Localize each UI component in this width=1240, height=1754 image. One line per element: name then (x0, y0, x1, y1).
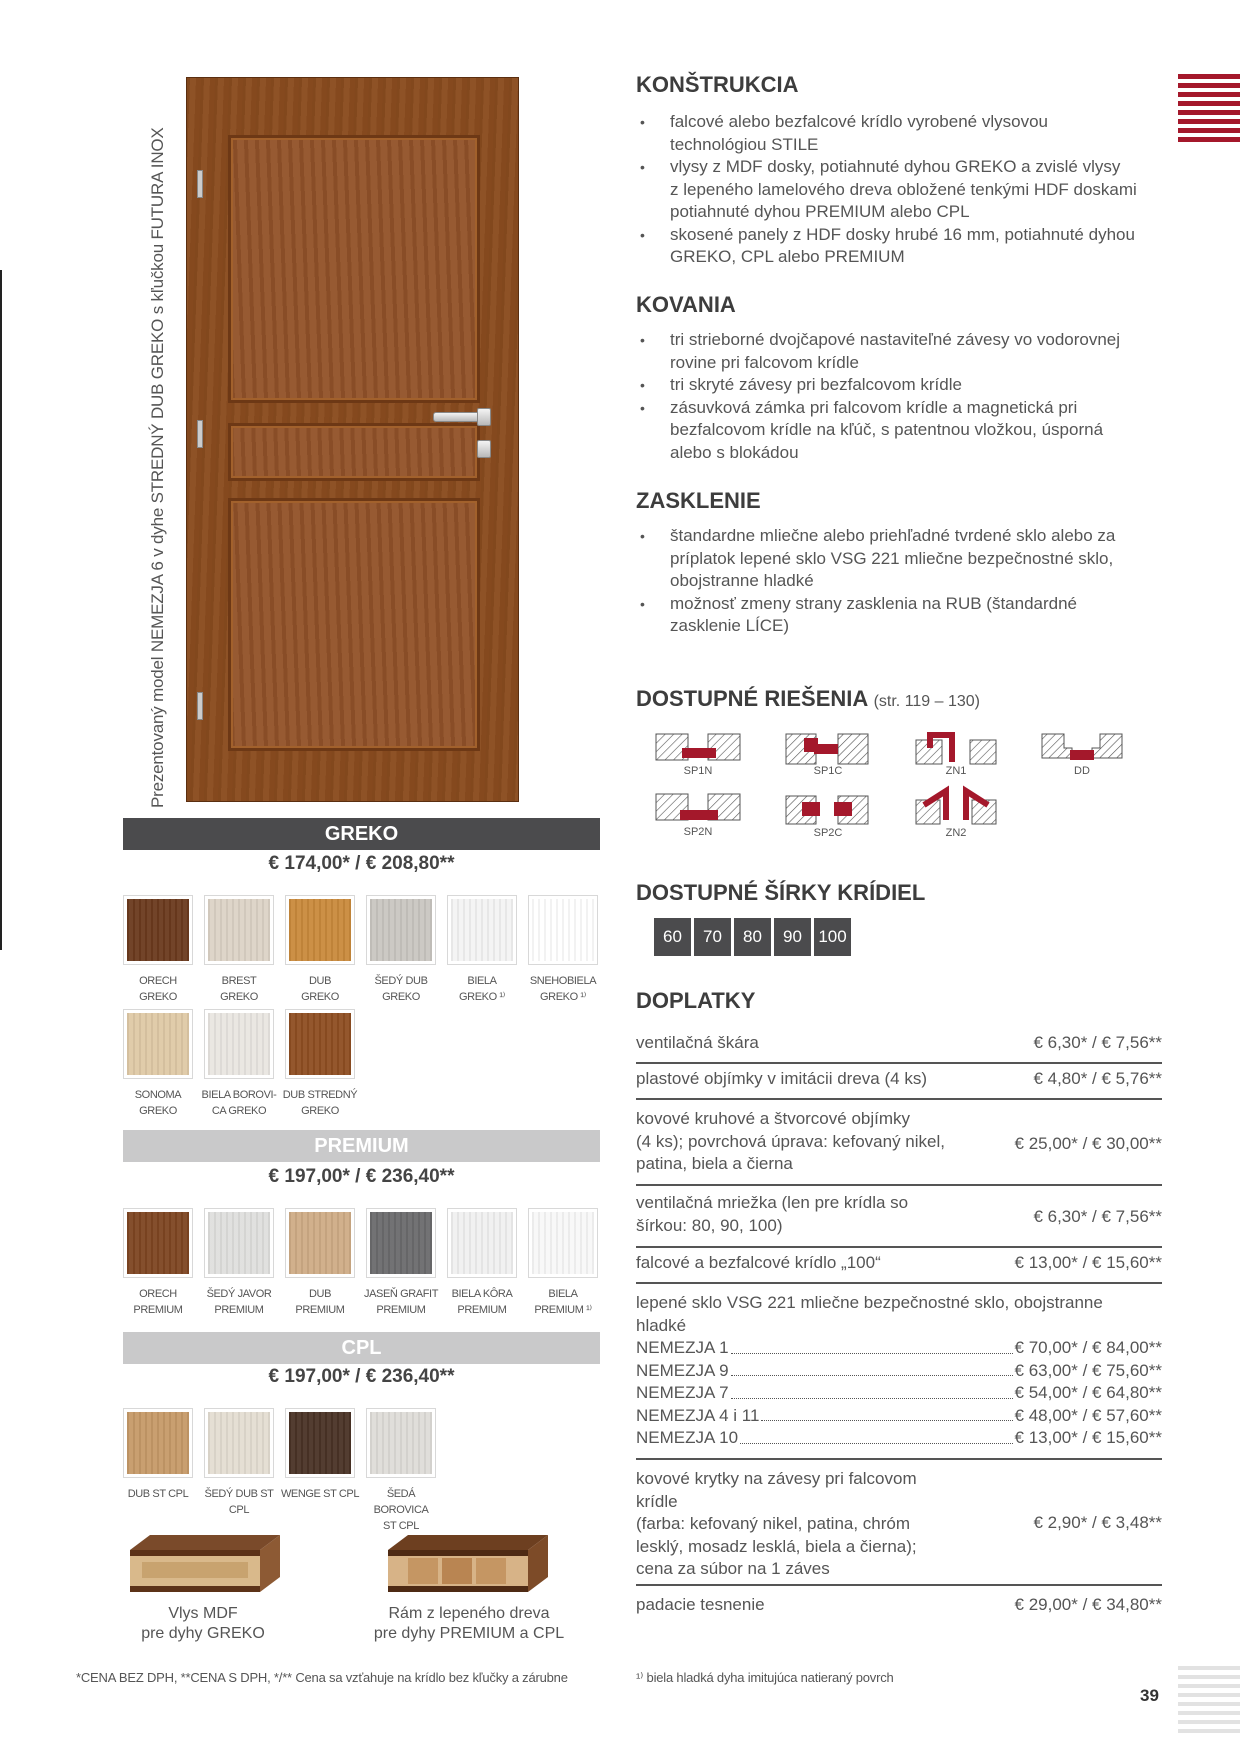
surcharge-price: € 25,00* / € 30,00** (1014, 1134, 1162, 1153)
greko-swatch (123, 1009, 193, 1079)
hinge-cover-label-line: lesklý, mosadz lesklá, biela a čierna); (636, 1536, 917, 1556)
doplatky-heading: DOPLATKY (636, 988, 756, 1013)
hinge-cover-label-line: krídle (636, 1491, 678, 1511)
swatch-color (127, 1013, 189, 1075)
bullet-line: technológiou STILE (670, 134, 819, 154)
red-stripe (1178, 128, 1240, 133)
door-caption: Prezentovaný model NEMEZJA 6 v dyhe STREDNÝ DUB GREKO s kľučkou FUTURA INOX (148, 127, 167, 808)
riesenia-diagrams (652, 730, 1152, 845)
swatch-color (532, 1212, 594, 1274)
premium-swatch (366, 1208, 436, 1278)
width-option-60: 60 (654, 918, 691, 956)
seal-row (636, 1594, 1162, 1626)
swatch-label-line2: GREKO (301, 991, 339, 1003)
cpl-swatch-label (359, 1486, 443, 1534)
swatch-label-line2: CA GREKO (211, 1105, 267, 1117)
door-panel-top (228, 135, 480, 403)
sp1c-diagram (786, 734, 868, 777)
swatch-color (451, 899, 513, 961)
hinge-cover-price: € 2,90* / € 3,48** (1033, 1513, 1162, 1532)
greko-swatch (204, 895, 274, 965)
swatch-label-line1: BIELA BOROVI- (201, 1089, 277, 1101)
premium-swatch (123, 1208, 193, 1278)
red-stripe (1178, 74, 1240, 79)
frame-profile-caption (366, 1604, 572, 1644)
zasklenie-list (636, 525, 1156, 638)
greko-swatch (528, 895, 598, 965)
frame-caption-line2: pre dyhy PREMIUM a CPL (373, 1625, 565, 1642)
mdf-caption-line1: Vlys MDF (168, 1605, 238, 1622)
hinge-cover-label-line: cena za súbor na 1 záves (636, 1559, 830, 1578)
greko-swatch (204, 1009, 274, 1079)
bullet-line: • možnosť zmeny strany zasklenia na RUB (štandardné (670, 593, 1078, 613)
width-option-80: 80 (734, 918, 771, 956)
kovania-item (636, 397, 1156, 465)
left-edge-rule (0, 270, 2, 950)
glass-model-row (636, 1360, 1162, 1383)
surcharge-label-line: falcové a bezfalcové krídlo „100“ (636, 1253, 881, 1272)
swatch-label-line1: ŠEDÝ DUB (374, 975, 428, 987)
door-panel-bottom (228, 498, 480, 751)
bullet-line: obojstranne hladké (670, 571, 814, 590)
sirky-heading: DOSTUPNÉ ŠÍRKY KRÍDIEL (636, 880, 926, 905)
hinge-cover-row (636, 1468, 1162, 1586)
cpl-bar: CPL (123, 1332, 600, 1364)
gray-stripe (1178, 1684, 1240, 1688)
red-stripe (1178, 137, 1240, 142)
zn2-diagram (916, 791, 996, 839)
gray-stripe (1178, 1666, 1240, 1670)
bullet-line: bezfalcovom krídle na kľúč, s patentnou vložkou, úsporná (670, 420, 1104, 439)
code-dd: DD (1074, 765, 1090, 777)
swatch-color (289, 1212, 351, 1274)
price-footnote: *CENA BEZ DPH, **CENA S DPH, */** Cena sa vzťahuje na krídlo bez kľučky a zárubne (76, 1670, 568, 1685)
door-rail-middle (228, 423, 480, 481)
swatch-label-line2: PREMIUM (376, 1304, 426, 1316)
swatch-color (127, 1412, 189, 1474)
swatch-label-line1: BREST (221, 975, 257, 987)
code-zn2: ZN2 (945, 827, 967, 839)
swatch-label-line1: ŠEDÁ BOROVICA (373, 1488, 429, 1516)
code-sp2c: SP2C (813, 827, 843, 839)
konstrukcia-heading: KONŠTRUKCIA (636, 72, 799, 97)
riesenia-heading (636, 686, 980, 712)
surcharge-price: € 6,30* / € 7,56** (1033, 1207, 1162, 1226)
red-stripe (1178, 92, 1240, 97)
bullet-line: z lepeného lamelového dreva obložené tenkými HDF doskami (670, 179, 1137, 199)
swatch-label-line2: PREMIUM (214, 1304, 264, 1316)
mdf-profile-image (120, 1530, 290, 1602)
swatch-label-line1: DUB STREDNÝ (282, 1089, 358, 1101)
veneer-footnote: ¹⁾ biela hladká dyha imitujúca natieraný povrch (636, 1670, 894, 1685)
swatch-label-line2: PREMIUM (295, 1304, 345, 1316)
swatch-label-line1: DUB (308, 975, 332, 987)
cpl-swatch-label (197, 1486, 281, 1518)
leader-dots (740, 1427, 1012, 1444)
gray-stripe (1178, 1729, 1240, 1733)
seal-price: € 29,00* / € 34,80** (1014, 1595, 1162, 1614)
cpl-swatch (204, 1408, 274, 1478)
glass-model-price: € 70,00* / € 84,00** (1014, 1338, 1162, 1357)
swatch-color (289, 1412, 351, 1474)
zasklenie-heading: ZASKLENIE (636, 488, 761, 513)
gray-stripe (1178, 1675, 1240, 1679)
greko-swatch-label (278, 1087, 362, 1119)
swatch-color (208, 1412, 270, 1474)
bullet-line: • vlysy z MDF dosky, potiahnuté dyhou GREKO a zvislé vlysy (670, 157, 1121, 176)
bullet-line: GREKO, CPL alebo PREMIUM (670, 247, 905, 266)
gray-stripe (1178, 1702, 1240, 1706)
swatch-label-line1: DUB ST CPL (127, 1488, 189, 1500)
premium-swatch (204, 1208, 274, 1278)
hinge-icon (197, 170, 203, 198)
gray-stripe (1178, 1711, 1240, 1715)
surcharge-label-line: plastové objímky v imitácii dreva (4 ks) (636, 1069, 927, 1088)
swatch-label-line1: DUB (308, 1288, 332, 1300)
swatch-label-line2: PREMIUM ¹⁾ (534, 1304, 592, 1316)
red-stripe (1178, 119, 1240, 124)
width-option-70: 70 (694, 918, 731, 956)
swatch-color (370, 1412, 432, 1474)
hinge-icon (197, 692, 203, 720)
premium-bar: PREMIUM (123, 1130, 600, 1162)
cpl-swatch (285, 1408, 355, 1478)
premium-swatch-label (116, 1286, 200, 1318)
bullet-line: potiahnuté dyhou PREMIUM alebo CPL (670, 202, 970, 221)
swatch-label-line1: BIELA (467, 975, 497, 987)
width-option-100: 100 (814, 918, 851, 956)
swatch-label-line1: ORECH (139, 975, 177, 987)
greko-swatch (366, 895, 436, 965)
swatch-color (532, 899, 594, 961)
surcharge-label-line: ventilačná mriežka (len pre krídla so (636, 1193, 909, 1212)
mdf-caption-line2: pre dyhy GREKO (141, 1625, 265, 1642)
swatch-label-line1: BIELA (548, 1288, 578, 1300)
kovania-item (636, 374, 1156, 397)
swatch-label-line2: GREKO (382, 991, 420, 1003)
code-sp2n: SP2N (683, 826, 713, 838)
bullet-line: • zásuvková zámka pri falcovom krídle a magnetická pri (670, 397, 1078, 417)
swatch-color (127, 899, 189, 961)
greko-swatch-label (116, 1087, 200, 1119)
greko-swatch (123, 895, 193, 965)
bullet-line: • falcové alebo bezfalcové krídlo vyrobené vlysovou (670, 112, 1048, 131)
sp2n-diagram (656, 794, 740, 838)
hinge-icon (197, 420, 203, 448)
cpl-swatch-label (116, 1486, 200, 1502)
premium-swatch-label (197, 1286, 281, 1318)
code-sp1n: SP1N (683, 765, 713, 777)
swatch-label-line2: GREKO (220, 991, 258, 1003)
leader-dots (731, 1337, 1013, 1354)
width-option-90: 90 (774, 918, 811, 956)
glass-model-row (636, 1405, 1162, 1428)
surcharge-row (636, 1068, 1162, 1100)
glass-model-name: NEMEZJA 10 (636, 1428, 739, 1447)
greko-swatch (285, 1009, 355, 1079)
konstrukcia-list (636, 111, 1156, 269)
bullet-line: • tri strieborné dvojčapové nastaviteľné závesy vo vodorovnej (670, 330, 1121, 349)
bullet-line: • štandardne mliečne alebo priehľadné tvrdené sklo alebo za (670, 526, 1116, 545)
swatch-label-line1: SNEHOBIELA (529, 975, 597, 987)
swatch-label-line2: PREMIUM (133, 1304, 183, 1316)
swatch-label-line2: GREKO (301, 1105, 339, 1117)
surcharge-row (636, 1252, 1162, 1284)
dd-diagram (1042, 734, 1122, 777)
leader-dots (761, 1405, 1012, 1422)
swatch-color (127, 1212, 189, 1274)
red-stripe (1178, 110, 1240, 115)
surcharge-label-line: (4 ks); povrchová úprava: kefovaný nikel, (636, 1131, 945, 1151)
greko-swatch-label (359, 973, 443, 1005)
glass-model-row (636, 1427, 1162, 1450)
swatch-label-line2: GREKO (139, 1105, 177, 1117)
kovania-heading: KOVANIA (636, 292, 736, 317)
premium-price: € 197,00* / € 236,40** (268, 1166, 455, 1187)
surcharge-label-line: ventilačná škára (636, 1033, 759, 1052)
red-stripe (1178, 83, 1240, 88)
swatch-color (208, 899, 270, 961)
surcharge-price: € 6,30* / € 7,56** (1033, 1033, 1162, 1052)
glass-model-name: NEMEZJA 9 (636, 1360, 729, 1380)
zasklenie-item (636, 525, 1156, 593)
red-stripe (1178, 101, 1240, 106)
cpl-swatch (123, 1408, 193, 1478)
greko-bar: GREKO (123, 818, 600, 850)
surcharge-label-line: kovové kruhové a štvorcové objímky (636, 1109, 911, 1128)
frame-profile-image (378, 1530, 558, 1602)
zn1-diagram (916, 735, 996, 777)
cpl-price: € 197,00* / € 236,40** (268, 1366, 455, 1387)
greko-swatch (447, 895, 517, 965)
bullet-line: zasklenie LÍCE) (670, 616, 790, 635)
mdf-profile-caption (123, 1604, 283, 1644)
premium-swatch-label (278, 1286, 362, 1318)
swatch-label-line2: GREKO ¹⁾ (540, 991, 586, 1003)
hinge-cover-label-line: (farba: kefovaný nikel, patina, chróm (636, 1514, 911, 1533)
swatch-label-line1: BIELA KÔRA (451, 1288, 513, 1300)
swatch-label-line2: PREMIUM (457, 1304, 507, 1316)
premium-swatch (447, 1208, 517, 1278)
surcharge-price: € 13,00* / € 15,60** (1014, 1253, 1162, 1272)
surcharge-label-line: šírkou: 80, 90, 100) (636, 1215, 783, 1235)
premium-swatch (285, 1208, 355, 1278)
riesenia-pages: (str. 119 – 130) (873, 693, 981, 710)
premium-swatch-label (359, 1286, 443, 1318)
code-zn1: ZN1 (945, 765, 967, 777)
surcharge-row (636, 1108, 1162, 1186)
handle-rosette-icon (477, 408, 491, 426)
bullet-line: alebo s blokádou (670, 442, 799, 462)
glass-model-name: NEMEZJA 1 (636, 1338, 729, 1357)
greko-price: € 174,00* / € 208,80** (268, 853, 455, 874)
swatch-label-line2: ST CPL (383, 1520, 419, 1532)
leader-dots (731, 1360, 1013, 1377)
gray-stripe (1178, 1720, 1240, 1724)
konstrukcia-item (636, 224, 1156, 269)
premium-swatch-label (440, 1286, 524, 1318)
glass-model-price: € 54,00* / € 64,80** (1014, 1383, 1162, 1402)
swatch-label-line2: GREKO ¹⁾ (459, 991, 505, 1003)
bullet-line: • tri skryté závesy pri bezfalcovom krídle (670, 375, 962, 394)
sp1n-diagram (656, 734, 740, 777)
sp2c-diagram (786, 796, 868, 839)
glass-model-price: € 13,00* / € 15,60** (1014, 1428, 1162, 1447)
glass-model-row (636, 1382, 1162, 1405)
cpl-swatch (366, 1408, 436, 1478)
swatch-label-line1: SONOMA (134, 1089, 182, 1101)
greko-swatch-label (197, 1087, 281, 1119)
greko-swatch-label (521, 973, 605, 1005)
frame-caption-line1: Rám z lepeného dreva (388, 1605, 550, 1622)
leader-dots (731, 1382, 1013, 1399)
glass-model-name: NEMEZJA 4 i 11 (636, 1405, 760, 1425)
bullet-line: • skosené panely z HDF dosky hrubé 16 mm, potiahnuté dyhou (670, 224, 1135, 244)
bullet-line: rovine pri falcovom krídle (670, 352, 859, 372)
swatch-label-line1: ŠEDÝ DUB ST CPL (204, 1488, 274, 1516)
greko-swatch-label (278, 973, 362, 1005)
glass-model-price: € 63,00* / € 75,60** (1014, 1360, 1162, 1380)
seal-label: padacie tesnenie (636, 1595, 765, 1614)
keyhole-icon (477, 440, 491, 458)
swatch-label-line1: WENGE ST CPL (280, 1488, 360, 1500)
glass-label-line2: hladké (636, 1315, 687, 1335)
swatch-label-line1: ORECH (139, 1288, 177, 1300)
glass-surcharge-row (636, 1292, 1162, 1460)
premium-swatch-label (521, 1286, 605, 1318)
greko-swatch-label (197, 973, 281, 1005)
kovania-list (636, 329, 1156, 464)
kovania-item (636, 329, 1156, 374)
gray-stripe (1178, 1693, 1240, 1697)
greko-swatch (285, 895, 355, 965)
zasklenie-item (636, 593, 1156, 638)
surcharge-row (636, 1032, 1162, 1064)
swatch-color (370, 1212, 432, 1274)
premium-swatch (528, 1208, 598, 1278)
code-sp1c: SP1C (813, 765, 843, 777)
riesenia-title: DOSTUPNÉ RIEŠENIA (636, 686, 868, 711)
konstrukcia-item (636, 111, 1156, 156)
surcharge-price: € 4,80* / € 5,76** (1033, 1069, 1162, 1088)
swatch-color (451, 1212, 513, 1274)
hinge-cover-label-line: kovové krytky na závesy pri falcovom (636, 1469, 917, 1488)
page-number: 39 (1140, 1686, 1159, 1705)
glass-label: lepené sklo VSG 221 mliečne bezpečnostné sklo, obojstranne (636, 1293, 1103, 1312)
cpl-swatch-label (278, 1486, 362, 1502)
bullet-line: príplatok lepené sklo VSG 221 mliečne bezpečnostné sklo, (670, 548, 1114, 568)
glass-model-name: NEMEZJA 7 (636, 1383, 729, 1402)
swatch-color (289, 899, 351, 961)
surcharge-label-line: patina, biela a čierna (636, 1154, 793, 1173)
glass-model-price: € 48,00* / € 57,60** (1014, 1405, 1162, 1425)
swatch-label-line2: GREKO (139, 991, 177, 1003)
width-options (654, 918, 851, 956)
surcharge-row (636, 1192, 1162, 1248)
swatch-color (370, 899, 432, 961)
swatch-color (208, 1212, 270, 1274)
greko-swatch-label (116, 973, 200, 1005)
swatch-label-line1: ŠEDÝ JAVOR (206, 1288, 272, 1300)
swatch-color (208, 1013, 270, 1075)
swatch-color (289, 1013, 351, 1075)
swatch-label-line1: JASEŇ GRAFIT (363, 1288, 439, 1300)
konstrukcia-item (636, 156, 1156, 224)
greko-swatch-label (440, 973, 524, 1005)
glass-model-row (636, 1337, 1162, 1360)
door-image (186, 77, 519, 802)
